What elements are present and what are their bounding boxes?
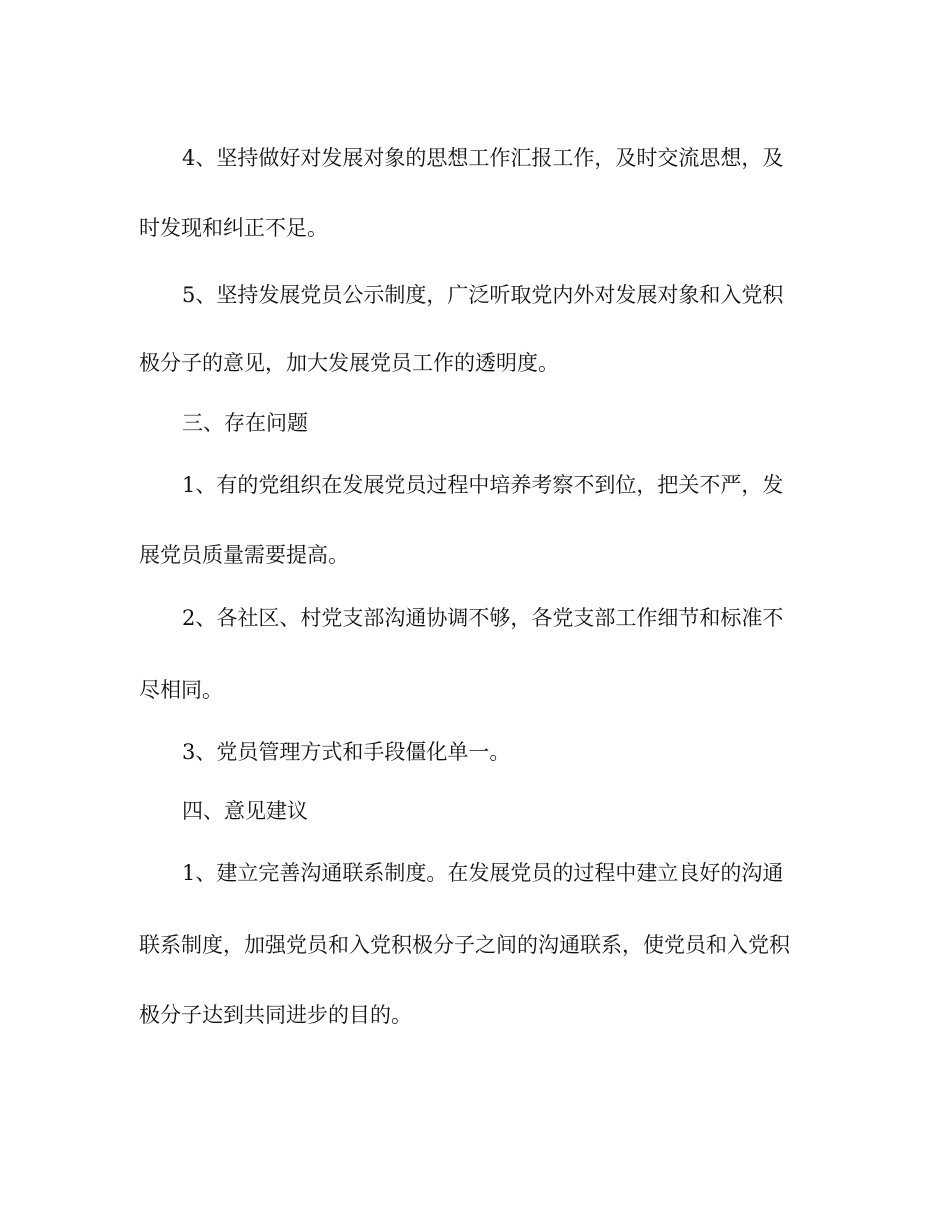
paragraph-4-line-2: 时发现和纠正不足。 bbox=[139, 216, 328, 240]
suggestion-1-line-3: 极分子达到共同进步的目的。 bbox=[139, 1003, 412, 1027]
section-heading-problems: 三、存在问题 bbox=[182, 411, 308, 435]
suggestion-1-line-2: 联系制度，加强党员和入党积极分子之间的沟通联系，使党员和入党积 bbox=[139, 933, 790, 957]
suggestion-1-line-1: 1、建立完善沟通联系制度。在发展党员的过程中建立良好的沟通 bbox=[182, 861, 784, 885]
paragraph-5-line-1: 5、坚持发展党员公示制度，广泛听取党内外对发展对象和入党积 bbox=[182, 283, 784, 307]
problem-3-line-1: 3、党员管理方式和手段僵化单一。 bbox=[182, 740, 511, 764]
problem-2-line-2: 尽相同。 bbox=[139, 678, 223, 702]
paragraph-4-line-1: 4、坚持做好对发展对象的思想工作汇报工作，及时交流思想，及 bbox=[182, 146, 784, 170]
problem-1-line-1: 1、有的党组织在发展党员过程中培养考察不到位，把关不严，发 bbox=[182, 473, 784, 497]
section-heading-suggestions: 四、意见建议 bbox=[182, 799, 308, 823]
paragraph-5-line-2: 极分子的意见，加大发展党员工作的透明度。 bbox=[139, 351, 559, 375]
problem-1-line-2: 展党员质量需要提高。 bbox=[139, 543, 349, 567]
problem-2-line-1: 2、各社区、村党支部沟通协调不够，各党支部工作细节和标准不 bbox=[182, 606, 784, 630]
